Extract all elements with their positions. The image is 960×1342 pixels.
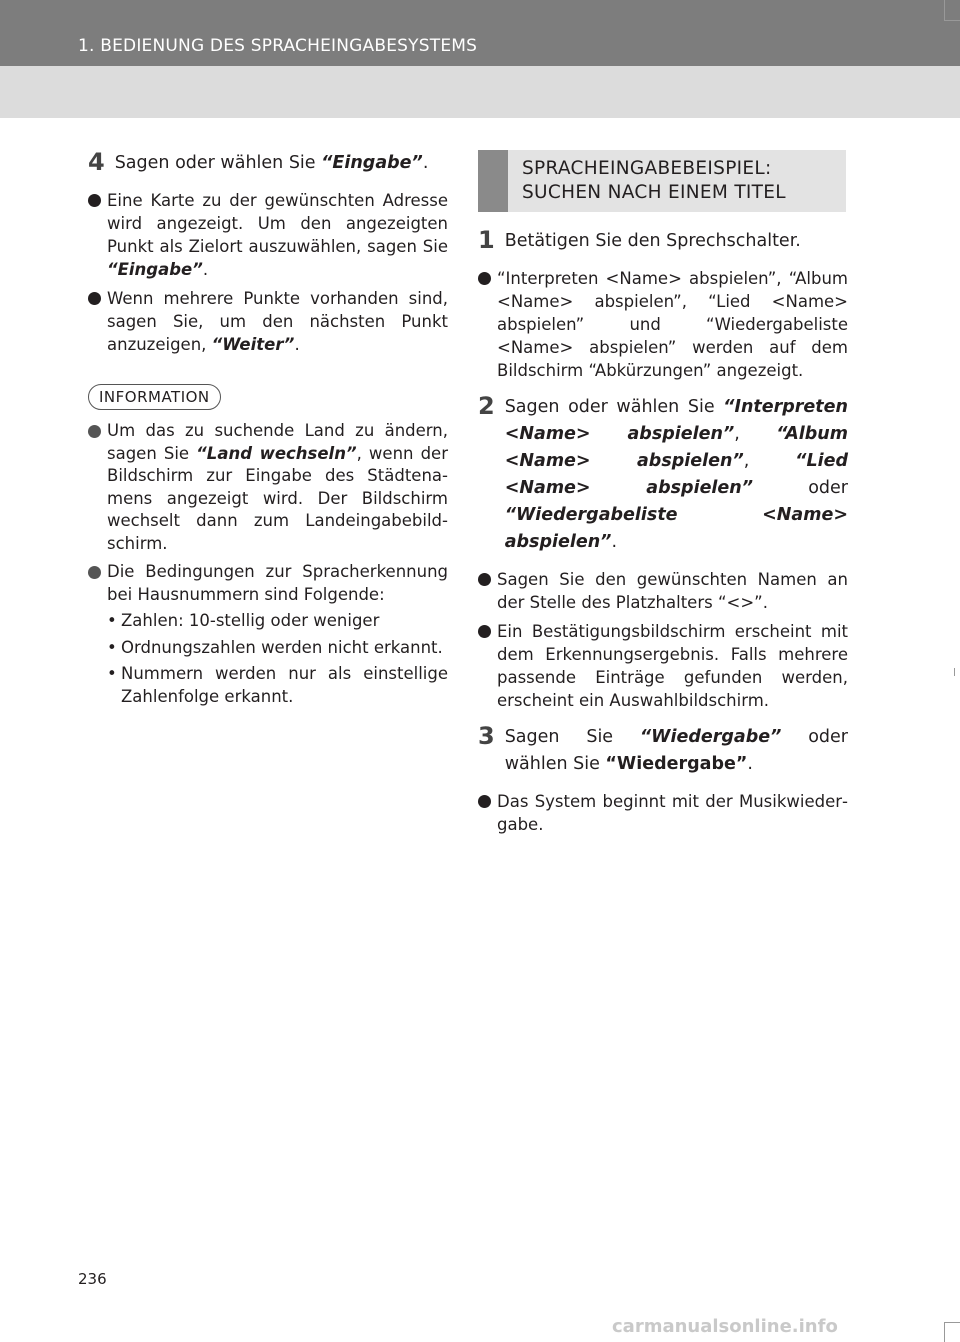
bullet-item	[88, 287, 448, 356]
command-land-wechseln: “Land wechseln”	[196, 443, 357, 463]
step-text: Betätigen Sie den Sprechschalter.	[504, 231, 801, 251]
punct: ,	[734, 424, 777, 444]
watermark: carmanualsonline.info	[612, 1316, 838, 1337]
section-bar	[478, 150, 508, 212]
sub-list-text: Zahlen: 10-stellig oder weniger	[121, 611, 380, 630]
bullet-icon	[88, 425, 101, 438]
right-column	[478, 150, 848, 842]
bullet-text	[107, 189, 448, 281]
punct: .	[294, 335, 300, 354]
step-text	[115, 150, 429, 177]
step-number: 3	[478, 722, 495, 750]
crop-mark	[944, 20, 960, 21]
step-text-plain: oder	[753, 478, 848, 498]
step-number: 2	[478, 392, 495, 420]
bullet-item	[478, 790, 848, 836]
bullet-item	[478, 620, 848, 712]
information-badge: INFORMATION	[88, 384, 221, 410]
punct: .	[747, 754, 753, 774]
info-text	[107, 420, 448, 555]
sub-list-item: • Nummern werden nur als einstellige Zahlenfolge erkannt.	[107, 663, 448, 708]
info-text-plain: , wenn der Bildschirm zur Eingabe des Städtenamens angezeigt wird. Der Bildschirm wechselt dann zum Landeingabebildschirm.	[107, 443, 448, 553]
step-text	[505, 724, 848, 778]
step-1	[478, 228, 848, 255]
bullet-text-plain: Wenn mehrere Punkte vorhanden sind, sagen Sie, um den nächsten Punkt anzuzeigen,	[107, 289, 448, 354]
command-eingabe: “Eingabe”	[107, 260, 203, 279]
bullet-text: Ein Bestätigungsbildschirm erscheint mit dem Erkennungsergebnis. Falls mehrere passende Einträge gefunden werden, erscheint ein Auswahlbildschirm.	[497, 622, 848, 710]
page-number: 236	[78, 1270, 107, 1288]
bullet-icon	[88, 566, 101, 579]
step-text-plain: Sagen oder wählen Sie	[504, 397, 724, 417]
bullet-text: “Interpreten <Name> abspielen”, “Album <Name> abspielen”, “Lied <Name> abspielen” und “Wiedergabeliste <Name> abspielen” werden auf dem Bildschirm “Abkürzungen” angezeigt.	[497, 269, 848, 380]
step-number: 1	[478, 226, 495, 254]
step-text	[505, 394, 848, 556]
command-weiter: “Weiter”	[211, 335, 295, 354]
punct: .	[202, 260, 209, 279]
command-interpreten: “Interpreten <Name> abspielen”	[504, 397, 848, 444]
chapter-title: 1. BEDIENUNG DES SPRACHEINGABESYSTEMS	[78, 36, 478, 56]
bullet-item	[478, 568, 848, 614]
crop-mark	[944, 1322, 960, 1323]
step-3	[478, 724, 848, 778]
crop-mark	[954, 668, 955, 676]
section-title-line: SUCHEN NACH EINEM TITEL	[522, 182, 786, 203]
bullet-icon	[88, 292, 101, 305]
sub-list-item: • Zahlen: 10-stellig oder weniger	[107, 610, 448, 633]
button-label-wiedergabe: “Wiedergabe”	[605, 754, 748, 774]
bullet-icon	[478, 573, 491, 586]
info-item	[88, 420, 448, 555]
bullet-text: Sagen Sie den gewünschten Namen an der Stelle des Platzhalters “<>”.	[497, 570, 848, 612]
command-wiedergabe: “Wiedergabe”	[639, 727, 782, 747]
left-column	[88, 150, 448, 714]
sub-list-text: Nummern werden nur als einstellige Zahlenfolge erkannt.	[121, 664, 448, 706]
info-text	[107, 561, 448, 708]
step-text-plain: Sagen oder wählen Sie	[114, 153, 322, 173]
info-text-plain: Um das zu suchende Land zu ändern, sagen Sie	[107, 421, 448, 463]
punct: .	[422, 153, 429, 173]
step-2	[478, 394, 848, 556]
header-subbar	[0, 66, 960, 118]
command-eingabe: “Eingabe”	[321, 153, 423, 173]
section-title	[522, 157, 786, 205]
bullet-item	[478, 267, 848, 382]
info-item	[88, 561, 448, 708]
bullet-icon	[88, 194, 101, 207]
command-lied: “Lied <Name> abspielen”	[504, 451, 848, 498]
section-heading	[478, 150, 846, 212]
page-header	[0, 0, 960, 66]
command-wiedergabeliste: “Wiedergabeliste <Name> abspielen”	[504, 505, 848, 552]
bullet-text	[107, 287, 448, 356]
crop-mark	[944, 0, 945, 20]
section-title-line: SPRACHEINGABEBEISPIEL:	[522, 158, 772, 179]
bullet-icon	[478, 795, 491, 808]
punct: .	[611, 532, 618, 552]
command-album: “Album <Name> abspielen”	[504, 424, 848, 471]
bullet-text: Das System beginnt mit der Musikwiedergabe.	[497, 792, 848, 834]
sub-list-item: • Ordnungszahlen werden nicht erkannt.	[107, 637, 448, 660]
step-text-plain: oder wählen Sie	[504, 727, 848, 774]
bullet-item	[88, 189, 448, 281]
step-number: 4	[88, 148, 105, 176]
info-text-plain: Die Bedingungen zur Spracherkennung bei Hausnummern sind Folgende:	[107, 562, 448, 604]
bullet-icon	[478, 625, 491, 638]
sub-list-text: Ordnungszahlen werden nicht erkannt.	[121, 637, 443, 657]
step-text-plain: Sagen Sie	[504, 727, 640, 747]
punct: ,	[743, 451, 796, 471]
crop-mark	[944, 1322, 945, 1342]
bullet-text-plain: Eine Karte zu der gewünschten Adresse wird angezeigt. Um den angezeigten Punkt als Zielort auszuwählen, sagen Sie	[107, 191, 448, 256]
bullet-icon	[478, 272, 491, 285]
step-4	[88, 150, 448, 177]
